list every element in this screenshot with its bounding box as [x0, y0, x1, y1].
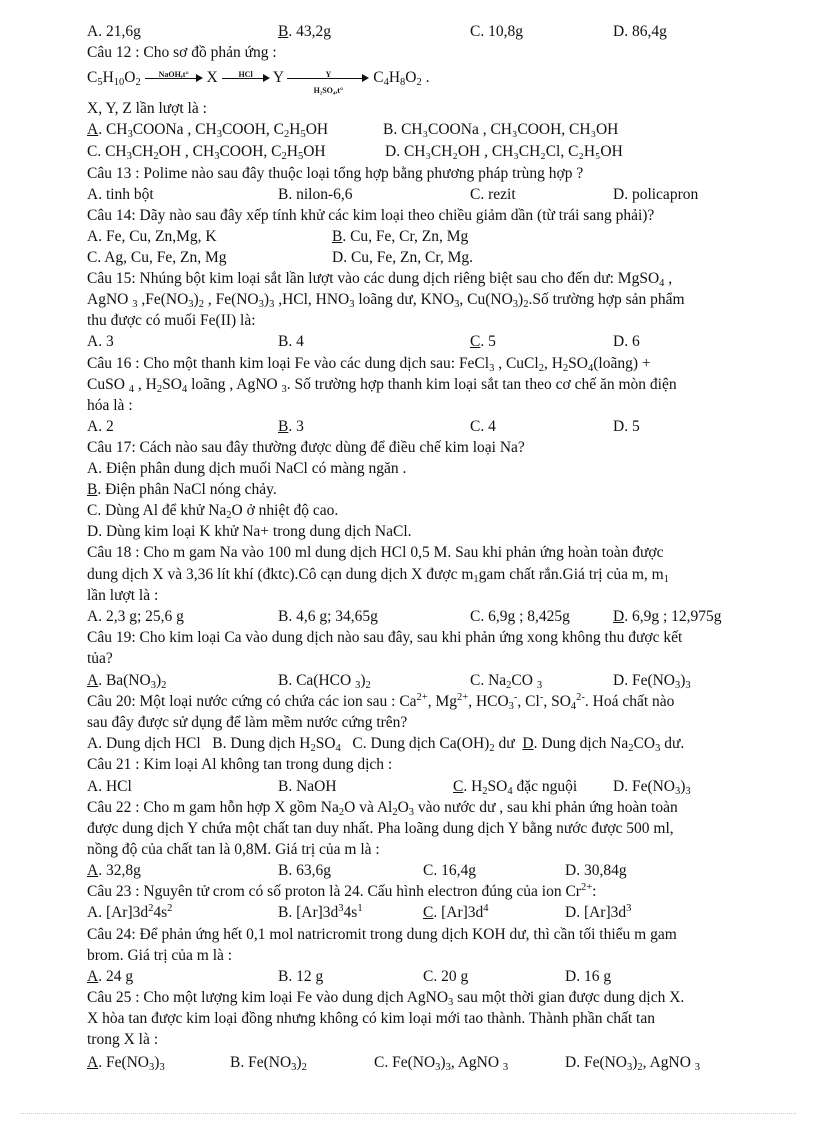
q16-line2: CuSO $_4$ , $H_2SO_4$ loãng , AgNO $_3$. Số trường hợp thanh kim loại sắt tan theo cơ chế ăn mòn điện [87, 376, 677, 395]
q20-option-d: D. Dung dịch $Na_2CO_3$ dư. [522, 735, 685, 754]
q13-option-b: B. nilon-6,6 [278, 186, 353, 203]
q15-option-d: D. 6 [613, 333, 640, 350]
q22-option-a: A. 32,8g [87, 862, 141, 879]
q23-option-d: D. $[Ar]3d^3$ [565, 903, 632, 921]
q15-line2: AgNO $_3$ $,Fe(NO_3)_2$ , $Fe(NO_3)_3$ ,HCl, $HNO_3$ loãng dư, $KNO_3$, $Cu(NO_3)_2.Số$ trường hợp sản phẩm [87, 291, 685, 310]
page-bottom-rule [20, 1113, 796, 1114]
q18-line2: dung dịch X và 3,36 lít khí (đktc).Cô cạn dung dịch X được $m_1gam$ chất rắn.Giá trị của m, $m_1$ [87, 566, 669, 585]
q25-line3: trong X là : [87, 1031, 159, 1048]
q12-option-b: B. CH₃COONa , CH₃COOH, CH₃OH [383, 121, 619, 138]
q13-option-a: A. tinh bột [87, 186, 154, 203]
q11-option-c: C. 10,8g [470, 23, 523, 40]
q13-stem: Câu 13 : Polime nào sau đây thuộc loại tổng hợp bằng phương pháp trùng hợp ? [87, 165, 584, 182]
q25-option-d: D. $Fe(NO_3)_2$, AgNO $_3$ [565, 1054, 701, 1073]
q13-option-d: D. policapron [613, 186, 699, 203]
q25-option-b: B. $Fe(NO_3)_2$ [230, 1054, 307, 1073]
q24-line2: brom. Giá trị của m là : [87, 947, 233, 964]
q22-option-c: C. 16,4g [423, 862, 476, 879]
q14-option-d: D. Cu, Fe, Zn, Cr, Mg. [332, 249, 474, 266]
q12-scheme: $C_5H_{10}O_2$ NaOH,t° X HCl Y $\frac{Y}{\text{H₂SO₄,t°}}$ $C_4H_8O_2$ . [87, 69, 430, 96]
arrow-naoh: NaOH,t° [145, 69, 203, 87]
q16-option-d: D. 5 [613, 418, 640, 435]
q16-line1: Câu 16 : Cho một thanh kim loại Fe vào các dung dịch sau: FeCl$_3$ , CuCl$_2$, $H_2SO_4(loãng)$ + [87, 355, 651, 374]
q20-option-a: A. Dung dịch HCl [87, 735, 201, 752]
q25-line2: X hòa tan được kim loại đồng nhưng không có kim loại mới tao thành. Thành phần chất tan [87, 1010, 655, 1027]
q12-question: X, Y, Z lần lượt là : [87, 100, 207, 117]
q19-line2: tủa? [87, 650, 113, 667]
q24-option-a: A. 24 g [87, 968, 134, 985]
q21-option-d: D. $Fe(NO_3)_3$ [613, 778, 691, 797]
q21-option-b: B. NaOH [278, 778, 337, 795]
q24-option-c: C. 20 g [423, 968, 469, 985]
q21-option-c: C. $H_2SO_4$ đặc nguội [453, 778, 578, 797]
q22-line3: nồng độ của chất tan là 0,8M. Giá trị của m là : [87, 841, 380, 858]
q19-option-c: C. $Na_2CO$ $_3$ [470, 672, 543, 691]
q15-option-b: B. 4 [278, 333, 304, 350]
q16-option-c: C. 4 [470, 418, 496, 435]
q24-option-d: D. 16 g [565, 968, 612, 985]
arrow-hcl: HCl [222, 69, 270, 87]
q20-option-b: B. Dung dịch $H_2SO_4$ [212, 735, 341, 754]
q25-option-a: A. $Fe(NO_3)_3$ [87, 1054, 165, 1073]
q15-line3: thu được có muối Fe(II) là: [87, 312, 256, 329]
q14-option-b: B. Cu, Fe, Cr, Zn, Mg [332, 228, 469, 245]
q11-option-d: D. 86,4g [613, 23, 667, 40]
q25-option-c: C. $Fe(NO_3)_3$, AgNO $_3$ [374, 1054, 509, 1073]
q16-line3: hóa là : [87, 397, 133, 414]
q22-line1: Câu 22 : Cho m gam hỗn hợp X gồm $Na_2O$ và $Al_2O_3$ vào nước dư , sau khi phản ứng hoàn toàn [87, 799, 678, 818]
q19-line1: Câu 19: Cho kim loại Ca vào dung dịch nào sau đây, sau khi phản ứng xong không thu được kết [87, 629, 683, 646]
q15-option-c: C. 5 [470, 333, 496, 350]
q25-line1: Câu 25 : Cho một lượng kim loại Fe vào dung dịch AgNO$_3$ sau một thời gian được dung dịch X. [87, 989, 685, 1008]
q24-line1: Câu 24: Để phản ứng hết 0,1 mol natricromit trong dung dịch KOH dư, thì cần tối thiểu m gam [87, 926, 677, 943]
q23-option-b: B. $[Ar]3d^34s^1$ [278, 903, 363, 921]
q23-stem: Câu 23 : Nguyên tử crom có số proton là 24. Cấu hình electron đúng của ion $Cr^{2+}$: [87, 882, 597, 900]
q22-line2: được dung dịch Y chứa một chất tan duy nhất. Pha loãng dung dịch Y bằng nước được 500 ml, [87, 820, 674, 837]
q17-option-a: A. Điện phân dung dịch muối NaCl có màng ngăn . [87, 460, 407, 477]
q23-option-a: A. $[Ar]3d^24s^2$ [87, 903, 173, 921]
q11-option-a: A. 21,6g [87, 23, 141, 40]
q23-option-c: C. $[Ar]3d^4$ [423, 903, 489, 921]
q18-option-a: A. 2,3 g; 25,6 g [87, 608, 184, 625]
q21-option-a: A. HCl [87, 778, 132, 795]
q11-option-b: B. 43,2g [278, 23, 331, 40]
q22-option-b: B. 63,6g [278, 862, 331, 879]
q16-option-b: B. 3 [278, 418, 304, 435]
q17-option-d: D. Dùng kim loại K khử Na+ trong dung dịch NaCl. [87, 523, 412, 540]
q12-stem: Câu 12 : Cho sơ đồ phản ứng : [87, 44, 277, 61]
q14-option-a: A. Fe, Cu, Zn,Mg, K [87, 228, 217, 245]
q18-option-b: B. 4,6 g; 34,65g [278, 608, 378, 625]
q20-line1: Câu 20: Một loại nước cứng có chứa các ion sau : $Ca^{2+}$, $Mg^{2+}$, $HCO_3^-$, Cl-, $SO_4^{2-}$. Hoá chất nào [87, 692, 675, 712]
q13-option-c: C. rezit [470, 186, 516, 203]
q17-option-b: B. Điện phân NaCl nóng chảy. [87, 481, 277, 498]
q12-option-a: A. $CH_3COONa$ , $CH_3COOH$, $C_2H_5OH$ [87, 121, 329, 140]
q14-stem: Câu 14: Dãy nào sau đây xếp tính khử các kim loại theo chiều giảm dần (từ trái sang phải)? [87, 207, 655, 224]
q12-option-c: C. $CH_3CH_2OH$ , $CH_3COOH$, $C_2H_5OH$ [87, 143, 326, 162]
q15-line1: Câu 15: Nhúng bột kim loại sắt lần lượt vào các dung dịch riêng biệt sau cho đến dư: MgSO$_4$ , [87, 270, 673, 289]
q19-option-a: A. $Ba(NO_3)_2$ [87, 672, 167, 691]
q12-option-d: D. CH₃CH₂OH , CH₃CH₂Cl, C₂H₅OH [385, 143, 623, 160]
q18-line3: lần lượt là : [87, 587, 159, 604]
q18-option-c: C. 6,9g ; 8,425g [470, 608, 570, 625]
q20-options [87, 734, 684, 754]
q19-option-b: B. Ca(HCO $_3)_2$ [278, 672, 371, 691]
q17-stem: Câu 17: Cách nào sau đây thường được dùng để điều chế kim loại Na? [87, 439, 525, 456]
q17-option-c: C. Dùng Al để khử $Na_2O$ ở nhiệt độ cao. [87, 502, 339, 521]
q21-stem: Câu 21 : Kim loại Al không tan trong dung dịch : [87, 756, 393, 773]
q20-option-c: C. Dung dịch $Ca(OH)_2$ dư [352, 735, 515, 754]
q15-option-a: A. 3 [87, 333, 114, 350]
q22-option-d: D. 30,84g [565, 862, 627, 879]
q18-line1: Câu 18 : Cho m gam Na vào 100 ml dung dịch HCl 0,5 M. Sau khi phản ứng hoàn toàn được [87, 544, 664, 561]
q14-option-c: C. Ag, Cu, Fe, Zn, Mg [87, 249, 227, 266]
arrow-h2so4: $\frac{Y}{\text{H₂SO₄,t°}}$ [287, 69, 369, 87]
q19-option-d: D. $Fe(NO_3)_3$ [613, 672, 691, 691]
q18-option-d: D. 6,9g ; 12,975g [613, 608, 722, 625]
q24-option-b: B. 12 g [278, 968, 324, 985]
q16-option-a: A. 2 [87, 418, 114, 435]
q20-line2: sau đây được sử dụng để làm mềm nước cứng trên? [87, 714, 408, 731]
